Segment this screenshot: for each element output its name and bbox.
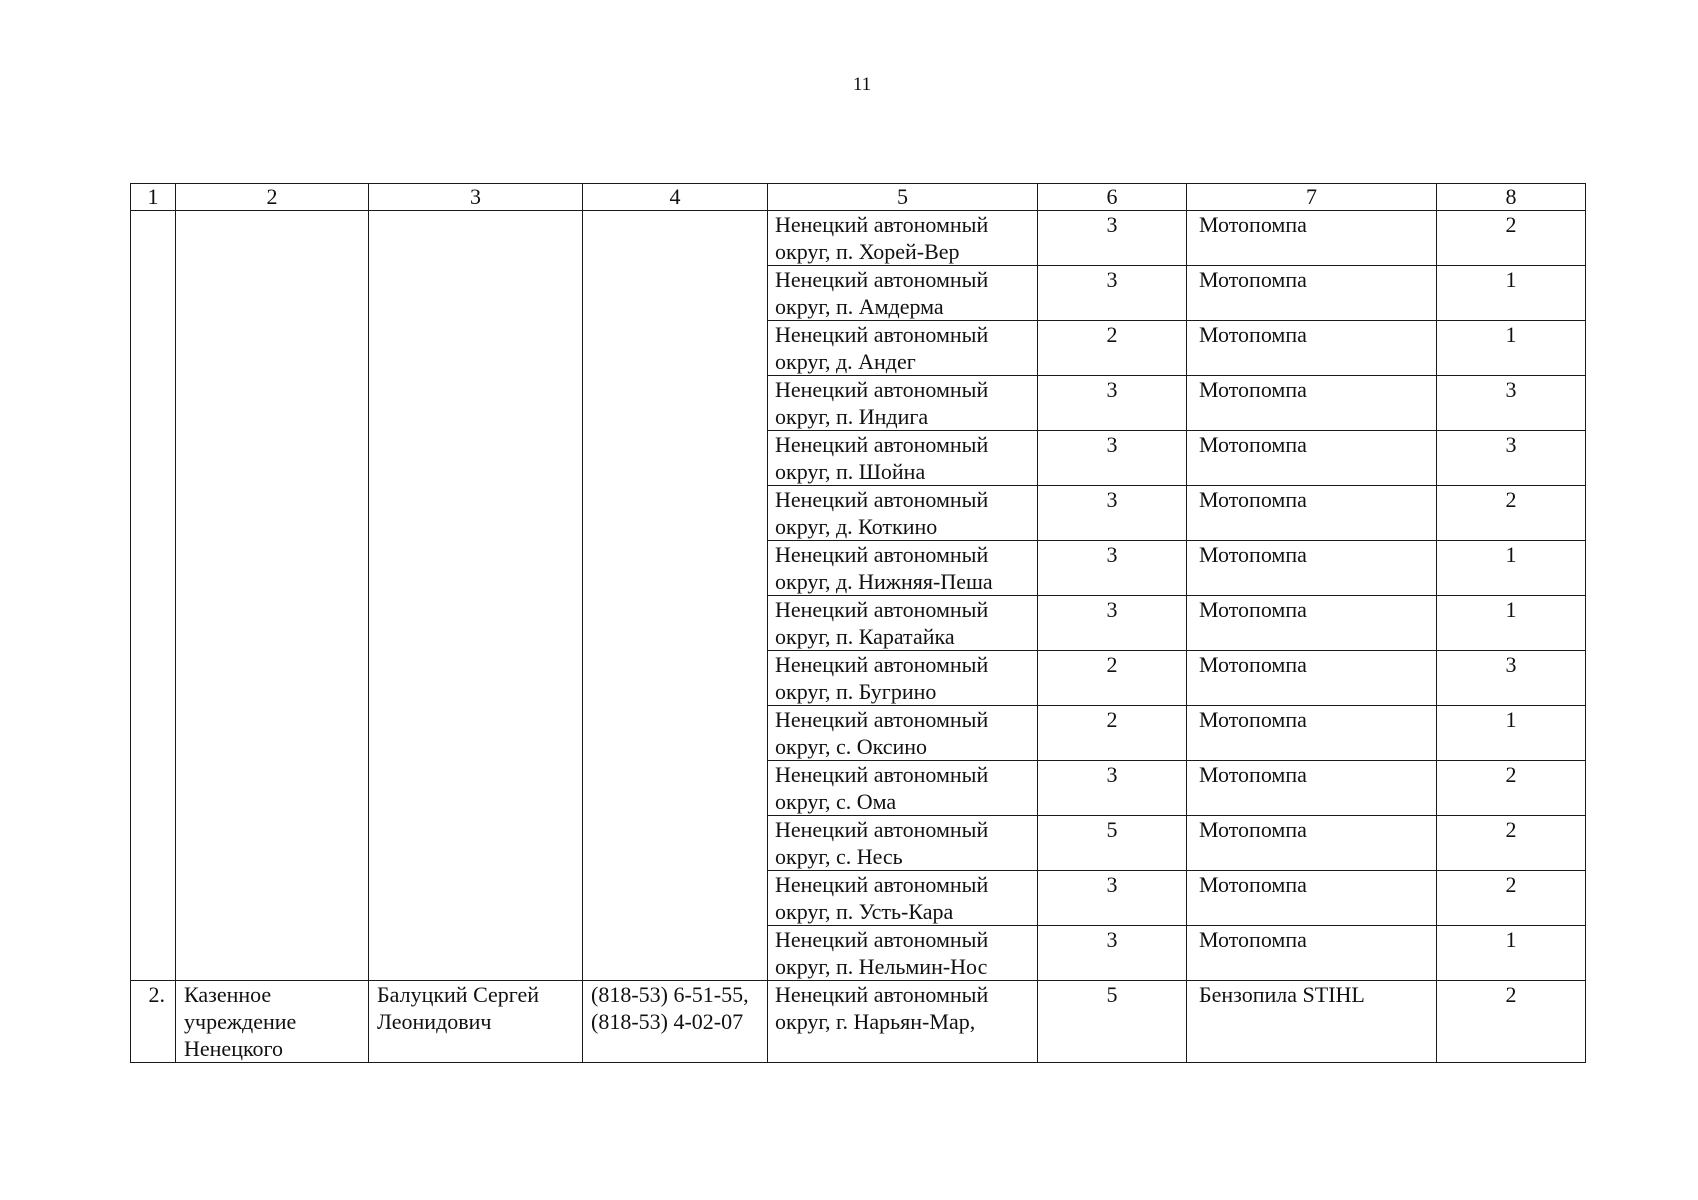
count-cell: 1 <box>1437 596 1586 651</box>
equipment-cell: Бензопила STIHL <box>1187 981 1437 1063</box>
location-cell: Ненецкий автономный округ, п. Хорей-Вер <box>768 211 1038 266</box>
quantity-cell: 2 <box>1038 706 1187 761</box>
equipment-cell: Мотопомпа <box>1187 706 1437 761</box>
quantity-cell: 3 <box>1038 376 1187 431</box>
column-header: 2 <box>176 184 369 211</box>
count-cell: 1 <box>1437 321 1586 376</box>
row-index-cell: 2. <box>131 981 176 1063</box>
column-header: 4 <box>583 184 768 211</box>
merged-index-cell <box>131 211 176 981</box>
quantity-cell: 3 <box>1038 761 1187 816</box>
count-cell: 1 <box>1437 926 1586 981</box>
location-cell: Ненецкий автономный округ, п. Усть-Кара <box>768 871 1038 926</box>
quantity-cell: 5 <box>1038 981 1187 1063</box>
location-cell: Ненецкий автономный округ, с. Ома <box>768 761 1038 816</box>
page-number: 11 <box>852 74 872 95</box>
column-header: 5 <box>768 184 1038 211</box>
equipment-cell: Мотопомпа <box>1187 816 1437 871</box>
table-row <box>131 211 1586 266</box>
location-cell: Ненецкий автономный округ, д. Нижняя-Пеша <box>768 541 1038 596</box>
quantity-cell: 2 <box>1038 651 1187 706</box>
equipment-cell: Мотопомпа <box>1187 211 1437 266</box>
column-header: 8 <box>1437 184 1586 211</box>
equipment-table <box>130 183 1586 1063</box>
location-cell: Ненецкий автономный округ, д. Андег <box>768 321 1038 376</box>
equipment-cell: Мотопомпа <box>1187 761 1437 816</box>
count-cell: 1 <box>1437 541 1586 596</box>
quantity-cell: 5 <box>1038 816 1187 871</box>
quantity-cell: 3 <box>1038 926 1187 981</box>
count-cell: 2 <box>1437 871 1586 926</box>
person-cell: Балуцкий Сергей Леонидович <box>369 981 583 1063</box>
count-cell: 1 <box>1437 706 1586 761</box>
merged-organization-cell <box>176 211 369 981</box>
location-cell: Ненецкий автономный округ, п. Индига <box>768 376 1038 431</box>
location-cell: Ненецкий автономный округ, с. Оксино <box>768 706 1038 761</box>
quantity-cell: 3 <box>1038 596 1187 651</box>
quantity-cell: 3 <box>1038 211 1187 266</box>
column-header: 1 <box>131 184 176 211</box>
merged-phone-cell <box>583 211 768 981</box>
location-cell: Ненецкий автономный округ, г. Нарьян-Мар, <box>768 981 1038 1063</box>
phone-cell: (818-53) 6-51-55, (818-53) 4-02-07 <box>583 981 768 1063</box>
column-header: 3 <box>369 184 583 211</box>
count-cell: 3 <box>1437 376 1586 431</box>
quantity-cell: 3 <box>1038 541 1187 596</box>
quantity-cell: 3 <box>1038 266 1187 321</box>
equipment-cell: Мотопомпа <box>1187 376 1437 431</box>
equipment-cell: Мотопомпа <box>1187 541 1437 596</box>
count-cell: 2 <box>1437 816 1586 871</box>
quantity-cell: 3 <box>1038 486 1187 541</box>
count-cell: 3 <box>1437 651 1586 706</box>
column-number-header-row <box>131 184 1586 211</box>
equipment-cell: Мотопомпа <box>1187 431 1437 486</box>
equipment-cell: Мотопомпа <box>1187 926 1437 981</box>
location-cell: Ненецкий автономный округ, п. Каратайка <box>768 596 1038 651</box>
column-header: 7 <box>1187 184 1437 211</box>
equipment-cell: Мотопомпа <box>1187 266 1437 321</box>
equipment-cell: Мотопомпа <box>1187 486 1437 541</box>
quantity-cell: 2 <box>1038 321 1187 376</box>
equipment-cell: Мотопомпа <box>1187 651 1437 706</box>
count-cell: 1 <box>1437 266 1586 321</box>
count-cell: 3 <box>1437 431 1586 486</box>
organization-cell: Казенное учреждение Ненецкого <box>176 981 369 1063</box>
location-cell: Ненецкий автономный округ, п. Шойна <box>768 431 1038 486</box>
column-header: 6 <box>1038 184 1187 211</box>
count-cell: 2 <box>1437 761 1586 816</box>
location-cell: Ненецкий автономный округ, с. Несь <box>768 816 1038 871</box>
location-cell: Ненецкий автономный округ, д. Коткино <box>768 486 1038 541</box>
table-row <box>131 981 1586 1063</box>
equipment-cell: Мотопомпа <box>1187 321 1437 376</box>
location-cell: Ненецкий автономный округ, п. Нельмин-Нос <box>768 926 1038 981</box>
equipment-cell: Мотопомпа <box>1187 596 1437 651</box>
merged-person-cell <box>369 211 583 981</box>
equipment-cell: Мотопомпа <box>1187 871 1437 926</box>
count-cell: 2 <box>1437 486 1586 541</box>
quantity-cell: 3 <box>1038 871 1187 926</box>
location-cell: Ненецкий автономный округ, п. Амдерма <box>768 266 1038 321</box>
quantity-cell: 3 <box>1038 431 1187 486</box>
location-cell: Ненецкий автономный округ, п. Бугрино <box>768 651 1038 706</box>
count-cell: 2 <box>1437 211 1586 266</box>
count-cell: 2 <box>1437 981 1586 1063</box>
